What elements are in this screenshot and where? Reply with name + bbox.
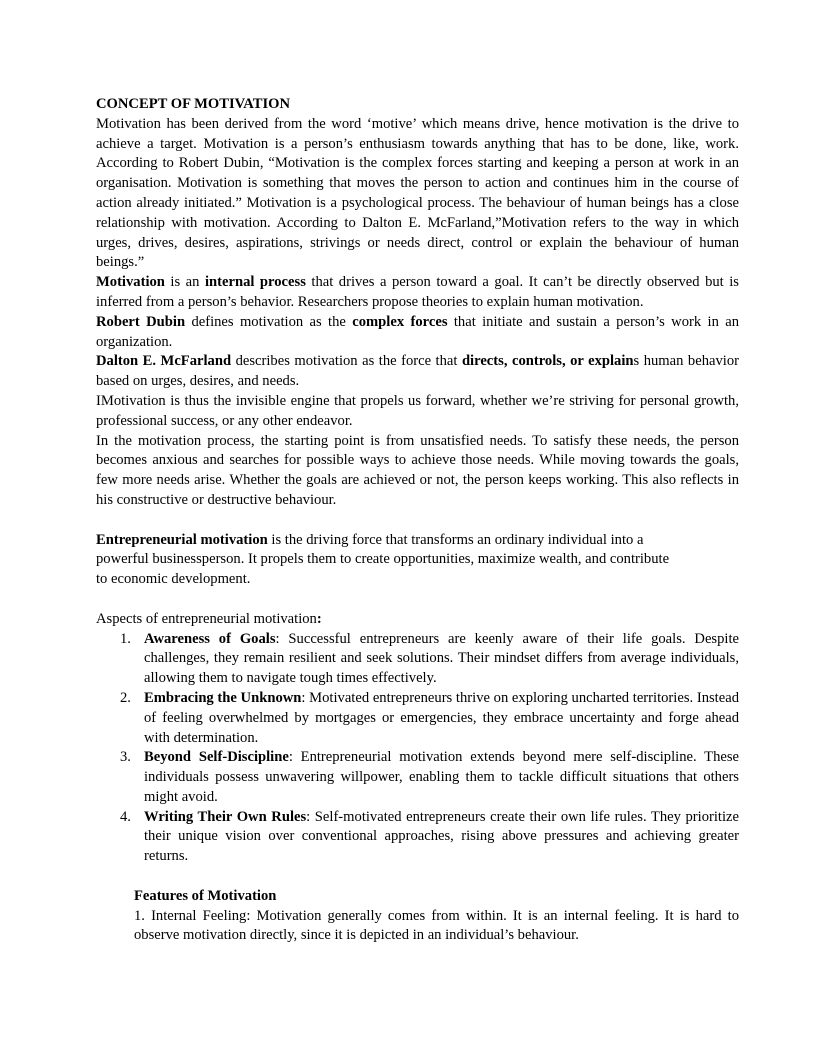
intro-paragraph: Motivation has been derived from the word ‘motive’ which means drive, hence motivation is the drive to achieve a target. Motivation is a person’s enthusiasm towards anything that has to be done, like, work. According to Robert Dubin, “Motivation is the complex forces starting and keeping a person at work in an organisation. Motivation is something that moves the person to action and continues him in the course of action already initiated.” Motivation is a psychological process. The behaviour of human beings has a close relationship with motivation. According to Dalton E. McFarland,”Motivation refers to the way in which urges, drives, desires, aspirations, strivings or needs direct, control or explain the behaviour of human beings.”: [96, 115, 739, 271]
engine-paragraph: IMotivation is thus the invisible engine that propels us forward, whether we’re striving for personal growth, professional success, or any other endeavor.: [96, 392, 739, 429]
list-number: 2.: [120, 689, 131, 706]
bold-term: Embracing the Unknown: [144, 689, 302, 706]
text: powerful businessperson. It propels them to create opportunities, maximize wealth, and contribute: [96, 551, 670, 568]
bold-term: directs, controls, or explain: [461, 353, 634, 370]
bold-term: Beyond Self-Discipline: [144, 749, 289, 766]
text: that drives a person toward a goal. It can’t be directly observed but is inferred from a person’s behavior. Researchers propose theories to explain human motivation.: [96, 274, 739, 310]
spacer: [96, 511, 739, 531]
bold-term: Robert Dubin: [96, 313, 186, 330]
list-item: [120, 748, 739, 807]
bold-term: complex forces: [352, 313, 448, 330]
feature-item: 1. Internal Feeling: Motivation generally comes from within. It is an internal feeling. It is hard to observe motivation directly, since it is depicted in an individual’s behaviour.: [134, 907, 739, 944]
bold-term: Awareness of Goals: [144, 630, 276, 647]
list-item: [120, 630, 739, 689]
bold-term: Motivation: [96, 274, 165, 291]
list-item: [120, 808, 739, 867]
text: : Successful entrepreneurs are keenly aware of their life goals. Despite challenges, they remain resilient and seek solutions. Their mindset differs from average individuals, allowing them to navigate tough times effectively.: [144, 630, 739, 687]
text: is the driving force that transforms an ordinary individual into a: [267, 531, 644, 548]
list-number: 3.: [120, 749, 131, 766]
text: describes motivation as the force that: [231, 353, 462, 370]
text: : Self-motivated entrepreneurs create their own life rules. They prioritize their unique vision over conventional approaches, rising above pressures and achieving greater returns.: [144, 808, 739, 865]
bold-term: internal process: [204, 274, 306, 291]
features-title: Features of Motivation: [134, 887, 277, 904]
text: Aspects of entrepreneurial motivation: [96, 610, 317, 627]
text: s human behavior based on urges, desires, and needs.: [96, 353, 739, 390]
internal-process-paragraph: [96, 273, 739, 313]
text: that initiate and sustain a person’s work in an organization.: [96, 313, 740, 350]
page-title: CONCEPT OF MOTIVATION: [96, 96, 291, 112]
list-item: [120, 689, 739, 748]
text: : Motivated entrepreneurs thrive on exploring uncharted territories. Instead of feeling overwhelmed by mortgages or emergencies, they embrace uncertainty and forge ahead with determination.: [144, 689, 739, 746]
list-number: 4.: [120, 808, 131, 825]
mcfarland-paragraph: [96, 352, 739, 392]
text: defines motivation as the: [185, 313, 353, 330]
aspects-list: [96, 630, 739, 868]
aspects-heading: [96, 610, 739, 630]
document-page: [96, 95, 739, 946]
spacer: [96, 590, 739, 610]
text: to economic development.: [96, 571, 251, 588]
dubin-paragraph: [96, 313, 739, 353]
features-section: [134, 887, 739, 946]
text: : Entrepreneurial motivation extends beyond mere self-discipline. These individuals possess unwavering willpower, enabling them to tackle difficult situations that others might avoid.: [144, 749, 739, 805]
spacer: [96, 867, 739, 887]
colon: :: [316, 610, 322, 627]
bold-term: Entrepreneurial motivation: [96, 531, 268, 548]
bold-term: Writing Their Own Rules: [144, 808, 307, 825]
bold-term: Dalton E. McFarland: [96, 353, 232, 370]
entrepreneurial-paragraph: [96, 531, 739, 590]
process-paragraph: In the motivation process, the starting point is from unsatisfied needs. To satisfy these needs, the person becomes anxious and searches for possible ways to achieve those needs. While moving towards the goals, few more needs arise. Whether the goals are achieved or not, the person keeps working. This also reflects in his constructive or destructive behaviour.: [96, 432, 739, 508]
text: is an: [164, 274, 205, 291]
list-number: 1.: [120, 630, 131, 647]
